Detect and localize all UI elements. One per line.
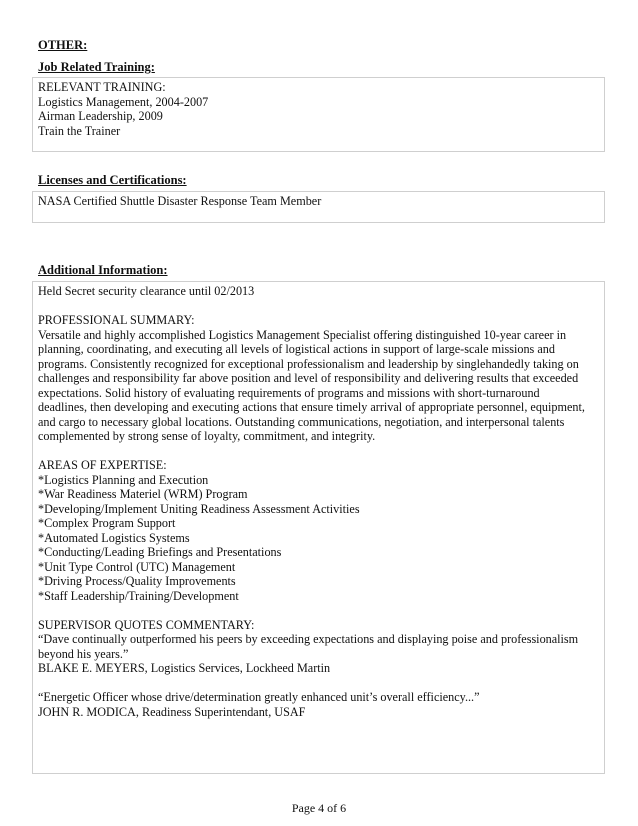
summary-line: complemented by strong sense of loyalty, commitment, and integrity. [38,429,376,443]
job-training-heading: Job Related Training: [38,60,155,74]
training-line: Logistics Management, 2004-2007 [38,94,209,109]
expertise-item: *Driving Process/Quality Improvements [38,574,236,588]
training-line: Train the Trainer [38,123,121,138]
additional-info-box [32,281,605,774]
expertise-title: AREAS OF EXPERTISE: [38,458,167,472]
summary-title: PROFESSIONAL SUMMARY: [38,313,195,327]
licenses-box [32,191,605,223]
page-number: Page 4 of 6 [291,801,347,815]
quotes-title: SUPERVISOR QUOTES COMMENTARY: [38,617,255,632]
training-box [32,77,605,152]
training-line: RELEVANT TRAINING: [38,80,166,94]
summary-line: Versatile and highly accomplished Logistics Management Specialist offering distinguished 10-year career in [38,327,567,342]
quote-author: JOHN R. MODICA, Readiness Superintendant, USAF [38,704,306,719]
expertise-item: *Developing/Implement Uniting Readiness Assessment Activities [38,501,360,516]
expertise-item: *Unit Type Control (UTC) Management [38,559,236,574]
licenses-heading: Licenses and Certifications: [38,173,187,187]
expertise-item: *Automated Logistics Systems [38,530,190,545]
summary-line: deadlines, then developing and executing actions that ensure timely arrival of appropriate personnel, equipment, [38,400,585,414]
clearance-text: Held Secret security clearance until 02/2013 [38,284,255,298]
quote-line: “Energetic Officer whose drive/determination greatly enhanced unit’s overall efficiency...” [38,690,480,704]
expertise-item: *Staff Leadership/Training/Development [38,588,239,603]
training-line: Airman Leadership, 2009 [38,109,163,123]
quote-line: beyond his years.” [38,646,129,661]
quote-author: BLAKE E. MEYERS, Logistics Services, Lockheed Martin [38,661,331,675]
license-line: NASA Certified Shuttle Disaster Response Team Member [38,194,322,208]
expertise-item: *Complex Program Support [38,516,176,530]
summary-line: programs. Consistently recognized for exceptional professionalism and leadership by singlehandedly taking on [38,356,579,371]
summary-line: planning, coordinating, and executing all levels of logistical actions in support of large-scale missions and [38,342,555,356]
other-heading: OTHER: [38,38,88,52]
expertise-item: *Logistics Planning and Execution [38,472,209,487]
expertise-item: *Conducting/Leading Briefings and Presentations [38,545,282,559]
summary-line: expectations. Solid history of evaluating requirements of programs and missions with short-turnaround [38,385,540,400]
quote-line: “Dave continually outperformed his peers by exceeding expectations and displaying poise and professionalism [38,632,579,646]
expertise-item: *War Readiness Materiel (WRM) Program [38,487,248,501]
summary-line: and cargo to necessary global locations. Outstanding communications, negotiation, and interpersonal talents [38,414,565,429]
additional-info-heading: Additional Information: [38,263,168,277]
summary-line: challenges and responsibility far above position and level of responsibility and delivering results that exceeded [38,371,579,385]
